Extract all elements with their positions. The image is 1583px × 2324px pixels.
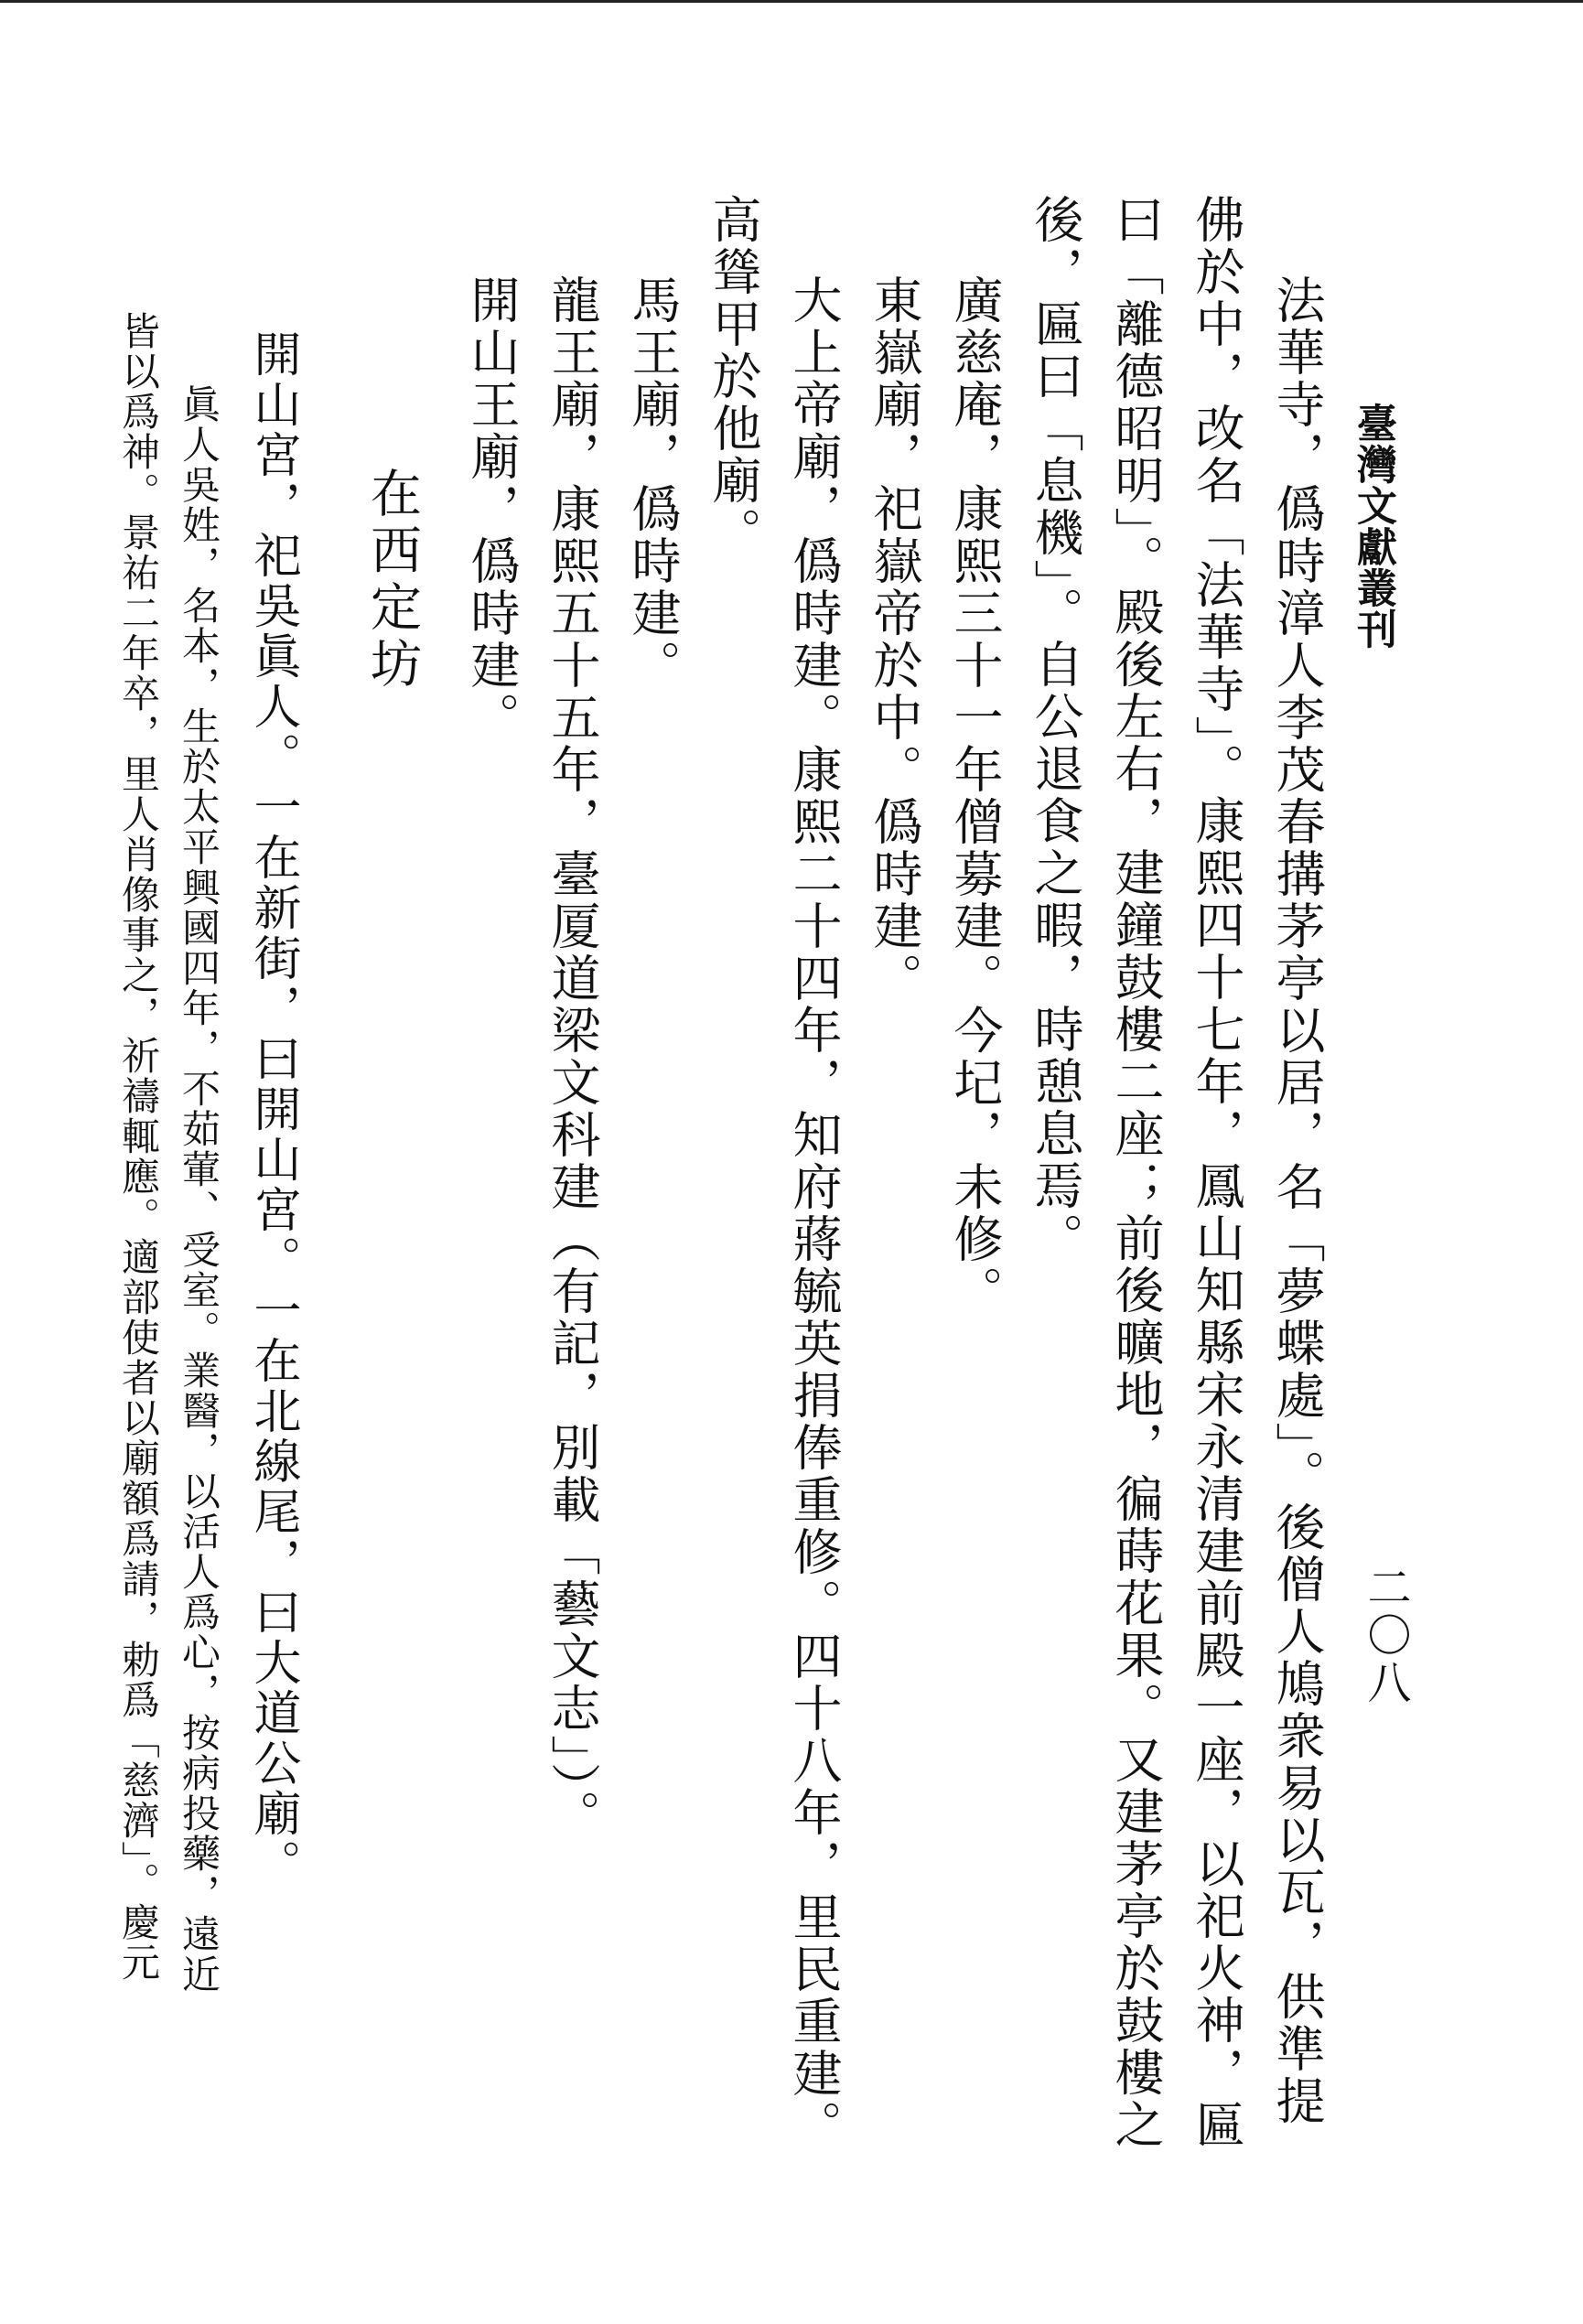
top-border-line xyxy=(0,0,1583,3)
text-column-11: 開山王廟，僞時建。 xyxy=(463,274,521,744)
text-column-6: 東嶽廟，祀嶽帝於中。僞時建。 xyxy=(866,274,923,1005)
text-column-15: 皆以爲神。景祐二年卒，里人肖像事之，祈禱輒應。適部使者以廟額爲請，勅爲「慈濟」。慶元 xyxy=(116,311,161,1983)
section-heading: 在西定坊 xyxy=(362,467,422,694)
text-column-4: 後，匾曰「息機」。自公退食之暇，時憩息焉。 xyxy=(1027,194,1084,1264)
text-column-9: 馬王廟，僞時建。 xyxy=(624,274,682,692)
text-column-8: 高聳甲於他廟。 xyxy=(705,194,762,559)
text-column-3: 曰「離德昭明」。殿後左右，建鐘鼓樓二座；前後曠地，徧蒔花果。又建茅亭於鼓樓之 xyxy=(1107,194,1165,2151)
series-title: 臺灣文獻叢刊 xyxy=(1350,403,1396,650)
text-column-10: 龍王廟，康熙五十五年，臺厦道梁文科建（有記，別載「藝文志」）。 xyxy=(544,274,601,1842)
text-column-7: 大上帝廟，僞時建。康熙二十四年，知府蔣毓英捐俸重修。四十八年，里民重建。 xyxy=(785,274,843,2152)
page-number: 二〇八 xyxy=(1360,1565,1411,1707)
text-column-14: 眞人吳姓，名本，生於太平興國四年，不茹葷、受室。業醫，以活人爲心，按病投藥，遠近 xyxy=(177,384,221,1995)
text-column-5: 廣慈庵，康熙三十一年僧募建。今圮，未修。 xyxy=(946,274,1004,1318)
text-column-13: 開山宮，祀吳眞人。一在新街，曰開山宮。一在北線尾，曰大道公廟。 xyxy=(245,329,300,1889)
text-column-2: 佛於中，改名「法華寺」。康熙四十七年，鳳山知縣宋永清建前殿一座，以祀火神，匾 xyxy=(1188,194,1245,2151)
text-column-1: 法華寺，僞時漳人李茂春搆茅亭以居，名「夢蝶處」。後僧人鳩衆易以瓦，供準提 xyxy=(1268,274,1326,2127)
